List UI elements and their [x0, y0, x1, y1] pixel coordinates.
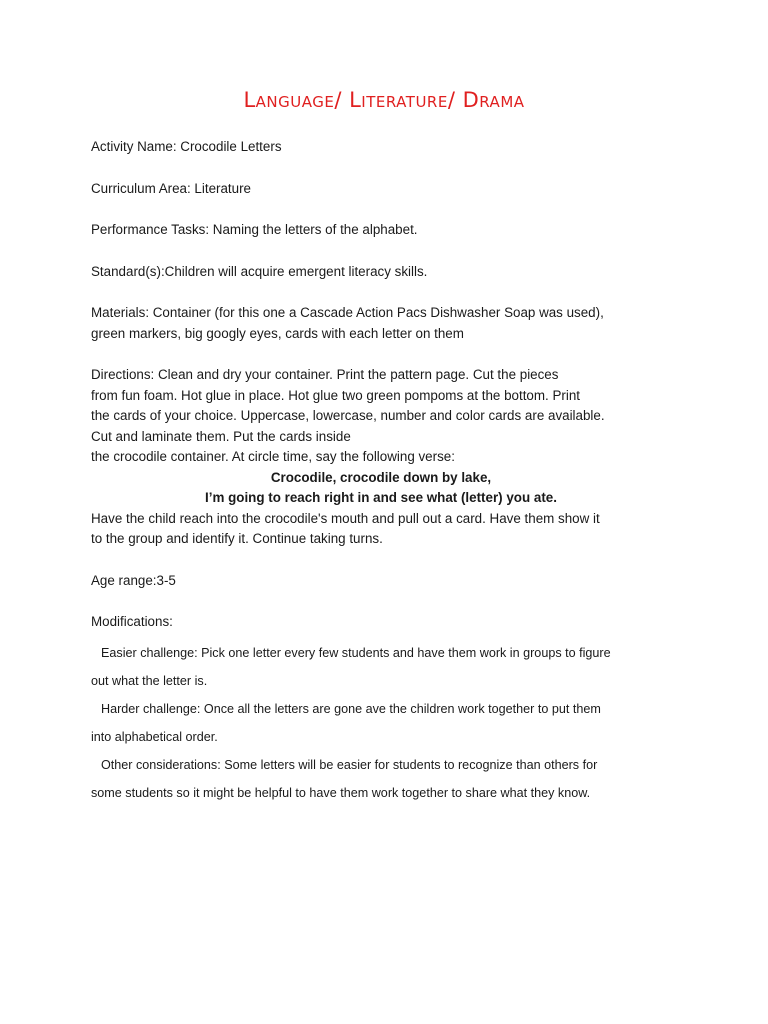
directions-line: Directions: Clean and dry your container. Print the pattern page. Cut the pieces — [91, 367, 559, 382]
page-title: Language/ Literature/ Drama — [243, 88, 525, 112]
directions-line: Cut and laminate them. Put the cards inside — [91, 428, 351, 444]
modification-other: Other considerations: Some letters will be easier for students to recognize than others for — [101, 757, 598, 772]
standards: Standard(s):Children will acquire emergent literacy skills. — [91, 263, 428, 279]
document-body — [91, 137, 691, 807]
activity-name: Activity Name: Crocodile Letters — [91, 139, 282, 154]
after-verse-line: Have the child reach into the crocodile's mouth and pull out a card. Have them show it — [91, 510, 600, 526]
modification-easier: out what the letter is. — [91, 673, 208, 688]
after-verse-line: to the group and identify it. Continue taking turns. — [91, 531, 383, 546]
verse-line: I’m going to reach right in and see what (letter) you ate. — [205, 490, 557, 505]
performance-tasks: Performance Tasks: Naming the letters of the alphabet. — [91, 222, 418, 237]
directions-line: the crocodile container. At circle time, say the following verse: — [91, 449, 455, 464]
age-range: Age range:3-5 — [91, 572, 176, 588]
directions-line: from fun foam. Hot glue in place. Hot glue two green pompoms at the bottom. Print — [91, 387, 581, 403]
directions-line: the cards of your choice. Uppercase, lowercase, number and color cards are available. — [91, 408, 605, 423]
materials-line: Materials: Container (for this one a Cascade Action Pacs Dishwasher Soap was used), — [91, 305, 604, 320]
materials-line: green markers, big googly eyes, cards with each letter on them — [91, 325, 464, 341]
verse-line: Crocodile, crocodile down by lake, — [270, 469, 492, 485]
modifications-title: Modifications: — [91, 614, 173, 629]
curriculum-area: Curriculum Area: Literature — [91, 180, 252, 196]
modification-other: some students so it might be helpful to have them work together to share what they know. — [91, 785, 591, 800]
modification-easier: Easier challenge: Pick one letter every few students and have them work in groups to figure — [101, 645, 611, 660]
modification-harder: Harder challenge: Once all the letters are gone ave the children work together to put them — [101, 701, 601, 716]
modification-harder: into alphabetical order. — [91, 729, 218, 744]
